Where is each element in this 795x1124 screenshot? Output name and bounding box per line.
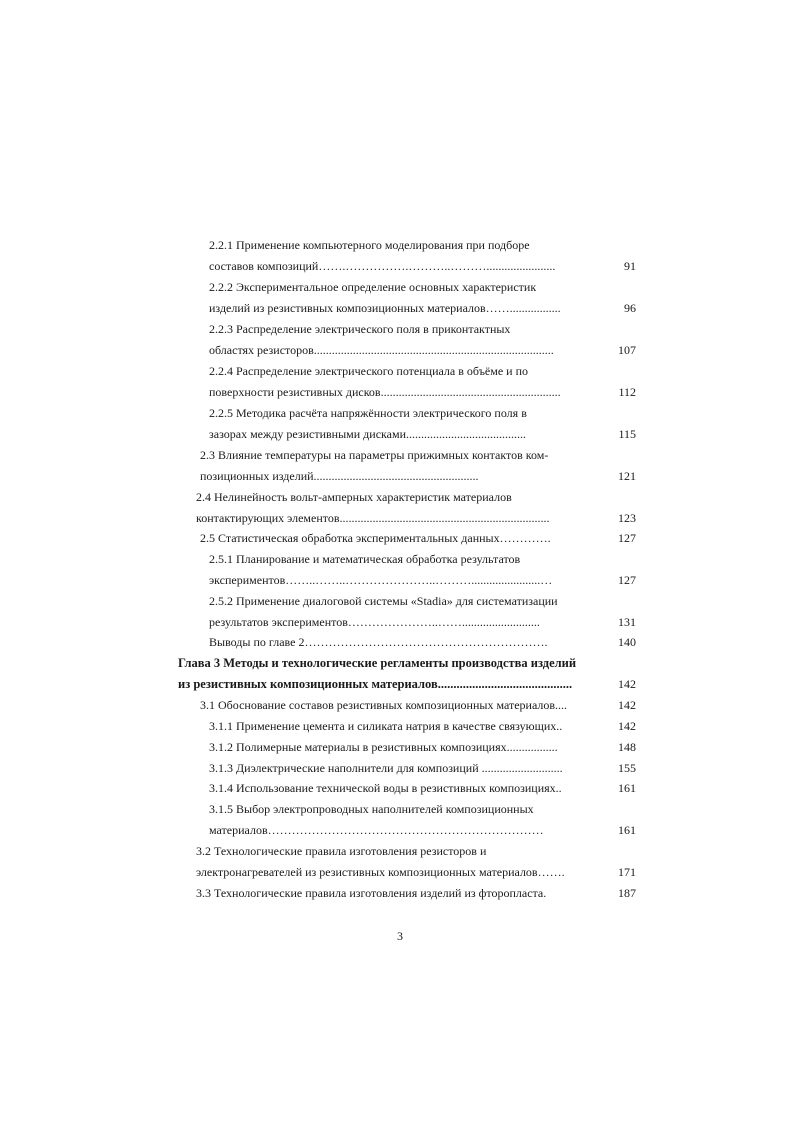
toc-page-number: 127 <box>618 531 636 545</box>
toc-line: зазорах между резистивными дисками........................................ <box>209 427 527 441</box>
toc-line: экспериментов……..……..…………………..……….......................… <box>209 573 553 587</box>
toc-line: 2.2.3 Распределение электрического поля в приконтактных <box>209 322 511 336</box>
toc-line: 2.2.1 Применение компьютерного моделирования при подборе <box>209 238 530 252</box>
toc-page-number: 91 <box>624 259 636 273</box>
toc-line: 3.1.1 Применение цемента и силиката натрия в качестве связующих.. <box>209 719 563 733</box>
toc-page-number: 112 <box>618 385 636 399</box>
toc-line: 3.1.5 Выбор электропроводных наполнителей композиционных <box>209 802 534 816</box>
toc-line: 3.1.3 Диэлектрические наполнители для композиций ........................... <box>209 761 563 775</box>
toc-page-number: 142 <box>618 719 636 733</box>
toc-line: контактирующих элементов...................................................................... <box>196 511 550 525</box>
toc-chapter-heading: Глава 3 Методы и технологические регламенты производства изделий <box>178 656 577 670</box>
toc-page-number: 142 <box>618 698 636 712</box>
toc-page-number: 142 <box>618 677 636 691</box>
toc-line: 3.3 Технологические правила изготовления изделий из фторопласта. <box>196 886 547 900</box>
toc-line: 3.2 Технологические правила изготовления резисторов и <box>196 844 487 858</box>
toc-line: 2.2.2 Экспериментальное определение основных характеристик <box>209 280 537 294</box>
toc-line: 3.1.4 Использование технической воды в резистивных композициях.. <box>209 781 562 795</box>
toc-page-number: 123 <box>618 511 636 525</box>
toc-line: 3.1.2 Полимерные материалы в резистивных композициях................. <box>209 740 558 754</box>
toc-line: поверхности резистивных дисков............................................................ <box>209 385 561 399</box>
toc-page-number: 96 <box>624 301 636 315</box>
toc-line: позиционных изделий....................................................... <box>200 469 479 483</box>
toc-page-number: 131 <box>618 615 636 629</box>
toc-line: 2.5.2 Применение диалоговой системы «Stadia» для систематизации <box>209 594 558 608</box>
toc-page-number: 161 <box>618 823 636 837</box>
toc-line: 2.5 Статистическая обработка экспериментальных данных…………. <box>200 531 551 545</box>
toc-line: Выводы по главе 2……………………………………………………. <box>209 635 548 649</box>
toc-line: 2.5.1 Планирование и математическая обработка результатов <box>209 552 521 566</box>
toc-line: материалов…………………………………………………………… <box>209 823 544 837</box>
toc-page-number: 171 <box>618 865 636 879</box>
toc-line: изделий из резистивных композиционных материалов……................. <box>209 301 561 315</box>
toc-line: составов композиций…….…………….………..………....................... <box>209 259 556 273</box>
toc-line: 3.1 Обоснование составов резистивных композиционных материалов.... <box>200 698 568 712</box>
toc-page-number: 140 <box>618 635 636 649</box>
toc-page-number: 148 <box>618 740 636 754</box>
toc-line: 2.3 Влияние температуры на параметры прижимных контактов ком- <box>200 448 549 462</box>
toc-line: результатов экспериментов…………………..…….......................... <box>209 615 540 629</box>
toc-line: электронагревателей из резистивных композиционных материалов……. <box>196 865 565 879</box>
toc-page-number: 121 <box>618 469 636 483</box>
toc-chapter-heading: из резистивных композиционных материалов........................................... <box>178 677 573 691</box>
toc-line: областях резисторов................................................................................ <box>209 343 554 357</box>
toc-line: 2.4 Нелинейность вольт-амперных характеристик материалов <box>196 490 512 504</box>
toc-page-number: 155 <box>618 761 636 775</box>
toc-line: 2.2.5 Методика расчёта напряжённости электрического поля в <box>209 406 527 420</box>
page-number: 3 <box>397 929 403 943</box>
toc-line: 2.2.4 Распределение электрического потенциала в объёме и по <box>209 364 529 378</box>
toc-page-number: 115 <box>618 427 636 441</box>
toc-page-number: 187 <box>618 886 636 900</box>
toc-page-number: 127 <box>618 573 636 587</box>
toc-page-number: 107 <box>618 343 636 357</box>
toc-page-number: 161 <box>618 781 636 795</box>
